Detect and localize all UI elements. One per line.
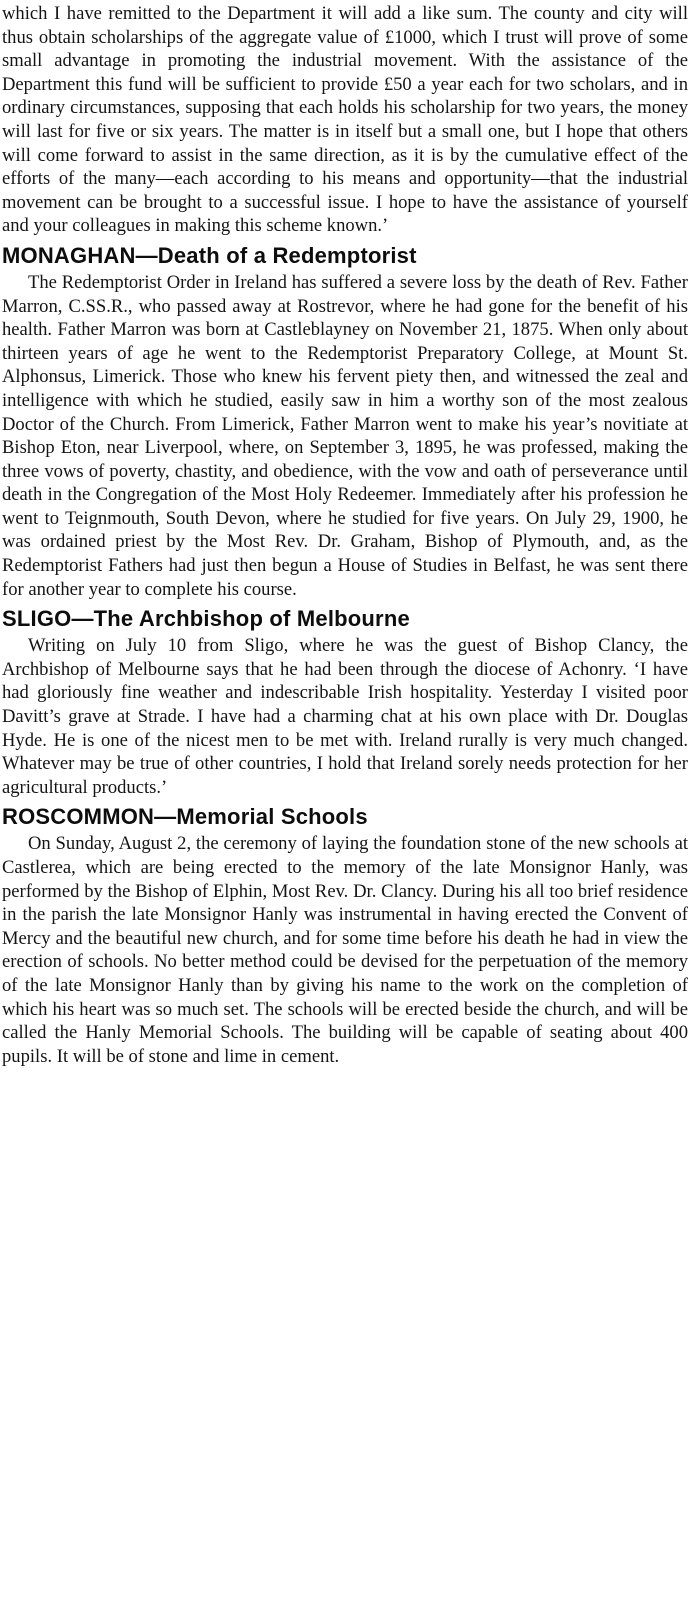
section-body-monaghan: The Redemptorist Order in Ireland has suffered a severe loss by the death of Rev. Father Marron, C.SS.R., who passed away at Rostrevor, where he had gone for the benefit of his health. Father Marron was born at Castleblayney on November 21, 1875. When only about thirteen years of age he went to the Redemptorist Preparatory College, at Mount St. Alphonsus, Limerick. Those who knew his fervent piety then, and witnessed the zeal and intelligence with which he studied, easily saw in him a worthy son of the most zealous Doctor of the Church. From Limerick, Father Marron went to make his year’s novitiate at Bishop Eton, near Liverpool, where, on September 3, 1895, he was professed, making the three vows of poverty, chastity, and obedience, with the vow and oath of perseverance until death in the Congregation of the Most Holy Redeemer. Immediately after his profession he went to Teignmouth, South Devon, where he studied for five years. On July 29, 1900, he was ordained priest by the Most Rev. Dr. Graham, Bishop of Plymouth, and, as the Redemptorist Fathers had just then begun a House of Studies in Belfast, he was sent there for another year to complete his course. <box>2 271 688 600</box>
section-body-roscommon: On Sunday, August 2, the ceremony of laying the foundation stone of the new schools at Castlerea, which are being erected to the memory of the late Monsignor Hanly, was performed by the Bishop of Elphin, Most Rev. Dr. Clancy. During his all too brief residence in the parish the late Monsignor Hanly was instrumental in having erected the Convent of Mercy and the beautiful new church, and for some time before his death he had in view the erection of schools. No better method could be devised for the perpetuation of the memory of the late Monsignor Hanly than by giving his name to the work on the completion of which his heart was so much set. The schools will be erected beside the church, and will be called the Hanly Memorial Schools. The building will be capable of seating about 400 pupils. It will be of stone and lime in cement. <box>2 833 688 1067</box>
section-heading-sligo: SLIGO—The Archbishop of Melbourne <box>2 606 410 632</box>
section-body-sligo: Writing on July 10 from Sligo, where he was the guest of Bishop Clancy, the Archbishop of Melbourne says that he had been through the diocese of Achonry. ‘I have had gloriously fine weather and indescribable Irish hospitality. Yesterday I visited poor Davitt’s grave at Strade. I have had a charming chat at his own place with Dr. Douglas Hyde. He is one of the nicest men to be met with. Ireland rurally is very much changed. Whatever may be true of other countries, I hold that Ireland sorely needs protection for her agricultural products.’ <box>2 635 688 798</box>
intro-paragraph: which I have remitted to the Department it will add a like sum. The county and city will thus obtain scholarships of the aggregate value of £1000, which I trust will prove of some small advantage in promoting the industrial movement. With the assistance of the Department this fund will be sufficient to provide £50 a year each for two scholars, and in ordinary circumstances, supposing that each holds his scholarship for two years, the money will last for five or six years. The matter is in itself but a small one, but I hope that others will come forward to assist in the same direction, as it is by the cumulative effect of the efforts of the many—each according to his means and opportunity—that the industrial movement can be brought to a successful issue. I hope to have the assistance of yourself and your colleagues in making this scheme known.’ <box>2 3 688 237</box>
section-heading-monaghan: MONAGHAN—Death of a Redemptorist <box>2 242 417 268</box>
section-heading-roscommon: ROSCOMMON—Memorial Schools <box>2 804 368 830</box>
